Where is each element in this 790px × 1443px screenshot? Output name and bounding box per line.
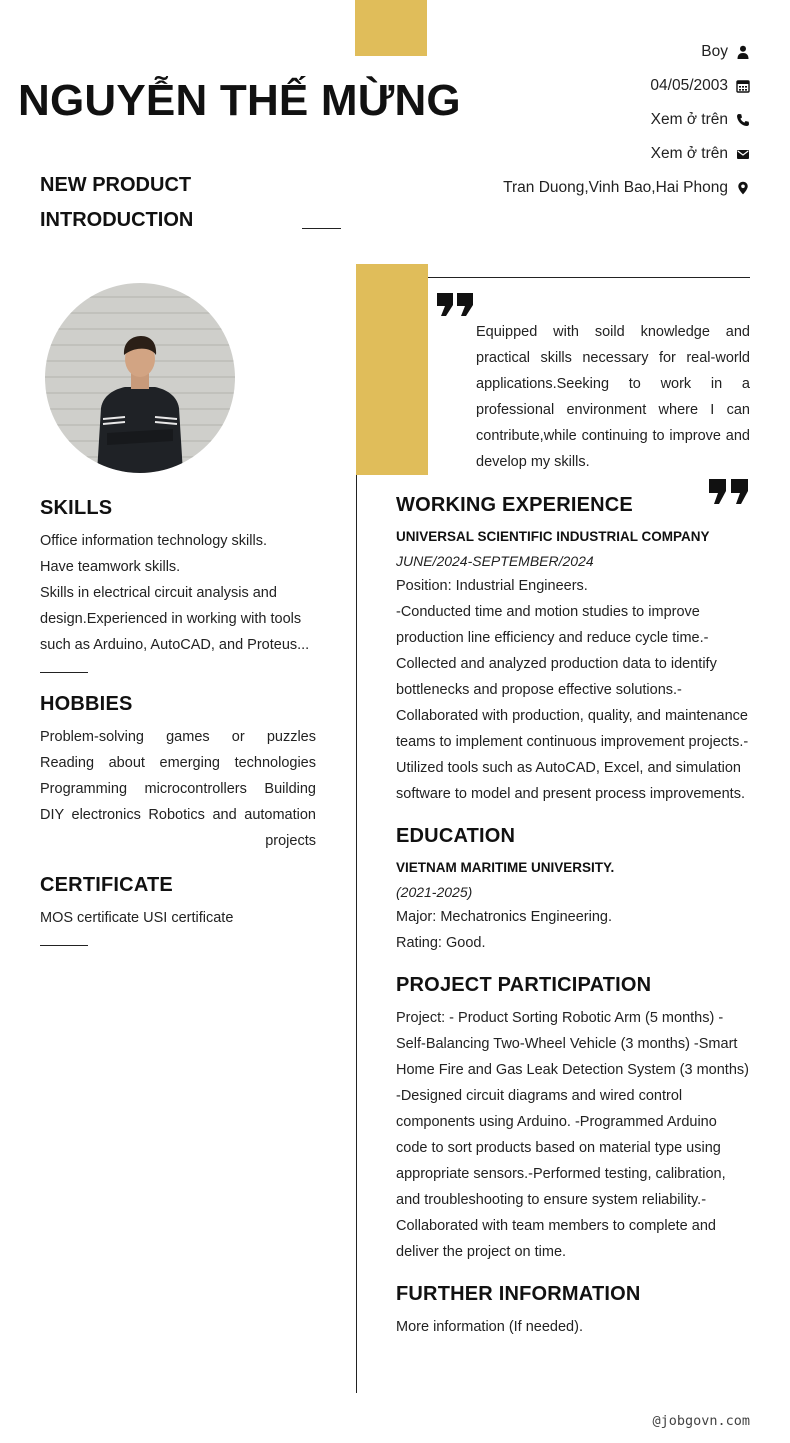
- experience-period: JUNE/2024-SEPTEMBER/2024: [396, 553, 594, 569]
- projects-description: -Designed circuit diagrams and wired control components using Arduino. -Programmed Arduino code to sort products based on material type using appropriate sensors.-Performed testing, calibration, and troubleshooting to ensure system reliability.-Collaborated with team members to complete and deliver the project on time.: [396, 1088, 726, 1260]
- contact-gender-value: Boy: [701, 43, 728, 60]
- experience-position: Position: Industrial Engineers.: [396, 578, 588, 594]
- candidate-name: NGUYỄN THẾ MỪNG: [18, 76, 461, 125]
- contact-phone: [651, 108, 750, 132]
- skills-item: Skills in electrical circuit analysis and design.Experienced in working with tools such as Arduino, AutoCAD, and Proteus...: [40, 585, 310, 653]
- contact-email: [651, 142, 750, 166]
- projects-list: Project: - Product Sorting Robotic Arm (5 months) -Self-Balancing Two-Wheel Vehicle (3 months) -Smart Home Fire and Gas Leak Detection System (3 months): [396, 1010, 749, 1078]
- hobbies-section: [40, 693, 316, 854]
- education-major: Major: Mechatronics Engineering.: [396, 909, 612, 925]
- contact-birthdate-value: 04/05/2003: [650, 77, 728, 94]
- footer-watermark: @jobgovn.com: [652, 1413, 750, 1429]
- further-text: More information (If needed).: [396, 1319, 583, 1335]
- hobbies-title: HOBBIES: [40, 693, 133, 715]
- top-accent-block: [355, 0, 427, 56]
- contact-address-value: Tran Duong,Vinh Bao,Hai Phong: [503, 179, 728, 196]
- education-section: [396, 825, 750, 956]
- mail-icon: [736, 147, 750, 161]
- experience-description: -Conducted time and motion studies to improve production line efficiency and reduce cycle time.-Collected and analyzed production data to identify bottlenecks and propose effective solutions.-Collaborated with production, quality, and maintenance teams to implement continuous improvement projects.-Utilized tools such as AutoCAD, Excel, and simulation software to model and present process improvements.: [396, 604, 749, 802]
- phone-icon: [736, 113, 750, 127]
- certificate-text: MOS certificate USI certificate: [40, 910, 234, 926]
- summary-accent-block: [356, 264, 428, 475]
- career-summary: Equipped with soild knowledge and practical skills necessary for real-world applications.Seeking to work in a professional environment where I can contribute,while continuing to improve and develop my skills.: [476, 324, 750, 470]
- certificate-title: CERTIFICATE: [40, 874, 173, 896]
- experience-company: UNIVERSAL SCIENTIFIC INDUSTRIAL COMPANY: [396, 529, 710, 544]
- column-divider: [356, 475, 357, 1393]
- skills-section: [40, 497, 316, 673]
- projects-section: [396, 974, 750, 1265]
- certificate-rule: [40, 945, 88, 946]
- experience-section: [396, 494, 750, 807]
- experience-title: WORKING EXPERIENCE: [396, 494, 633, 516]
- education-rating: Rating: Good.: [396, 935, 486, 951]
- contact-phone-value: Xem ở trên: [650, 111, 728, 128]
- skills-title: SKILLS: [40, 497, 113, 519]
- left-column: [40, 497, 316, 946]
- contact-email-value: Xem ở trên: [650, 145, 728, 162]
- quote-rule: [428, 277, 750, 278]
- contact-address: [503, 176, 750, 200]
- hobbies-text: Problem-solving games or puzzles Reading about emerging technologies Programming microcontrollers Building DIY electronics Robotics and automation projects: [40, 729, 316, 849]
- contact-birthdate: [650, 74, 750, 98]
- location-pin-icon: [736, 181, 750, 195]
- contact-gender: [701, 40, 750, 64]
- right-column: [396, 494, 750, 1340]
- job-title: NEW PRODUCT INTRODUCTION: [40, 174, 194, 231]
- calendar-icon: [736, 79, 750, 93]
- further-title: FURTHER INFORMATION: [396, 1283, 641, 1305]
- title-rule: [302, 228, 341, 229]
- education-period: (2021-2025): [396, 884, 473, 900]
- education-school: VIETNAM MARITIME UNIVERSITY.: [396, 860, 615, 875]
- skills-item: Have teamwork skills.: [40, 559, 181, 575]
- person-icon: [736, 45, 750, 59]
- quote-open-icon: [436, 292, 476, 318]
- profile-photo-image: [45, 283, 235, 473]
- profile-photo: [45, 283, 235, 473]
- skills-rule: [40, 672, 88, 673]
- skills-item: Office information technology skills.: [40, 533, 268, 549]
- further-section: [396, 1283, 750, 1340]
- certificate-section: [40, 874, 316, 946]
- projects-title: PROJECT PARTICIPATION: [396, 974, 652, 996]
- education-title: EDUCATION: [396, 825, 516, 847]
